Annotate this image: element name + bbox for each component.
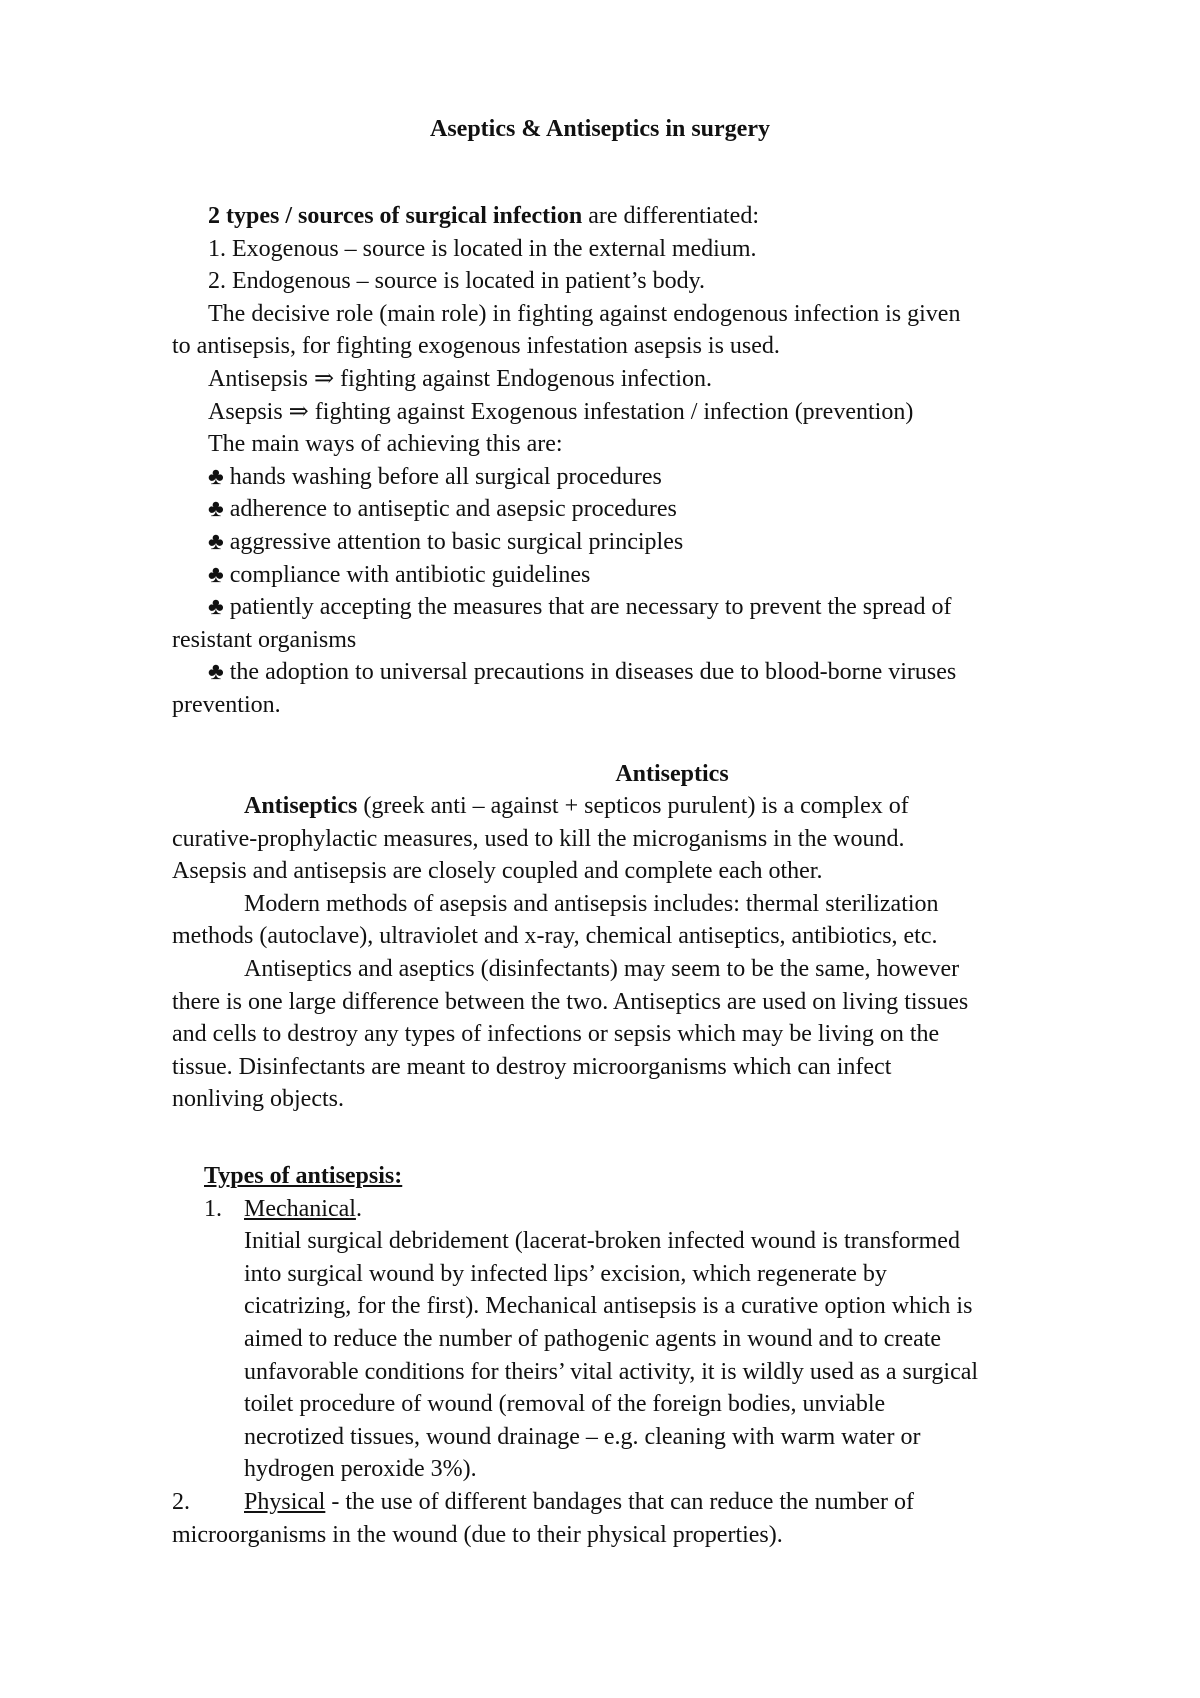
physical-number: 2.: [172, 1488, 190, 1515]
bullet-5-line-1: ♣ patiently accepting the measures that are necessary to prevent the spread of: [208, 594, 952, 621]
decisive-line-2: to antisepsis, for fighting exogenous infestation asepsis is used.: [172, 333, 780, 360]
bullet-item: ♣ compliance with antibiotic guidelines: [208, 561, 591, 588]
mechanical-description: [172, 1225, 1132, 1486]
intro-lead: [172, 200, 1132, 233]
types-section: [172, 1160, 1132, 1551]
antisepsis-line: Antisepsis ⇒ fighting against Endogenous infection.: [208, 365, 713, 392]
mechanical-line: cicatrizing, for the first). Mechanical antisepsis is a curative option which is: [244, 1293, 973, 1320]
mechanical-line: unfavorable conditions for theirs’ vital activity, it is wildly used as a surgical: [244, 1358, 979, 1385]
definition-term: Antiseptics: [244, 793, 358, 819]
mechanical-line: into surgical wound by infected lips’ excision, which regenerate by: [244, 1260, 887, 1287]
bullet-5-line-2: resistant organisms: [172, 626, 357, 653]
intro-section: [172, 200, 1132, 722]
modern-line-1: Modern methods of asepsis and antisepsis includes: thermal sterilization: [244, 890, 939, 917]
difference-line-4: tissue. Disinfectants are meant to destroy microorganisms which can infect: [172, 1053, 892, 1080]
definition-line-3: Asepsis and antisepsis are closely coupled and complete each other.: [172, 858, 823, 885]
bullet-6-line-1: ♣ the adoption to universal precautions in diseases due to blood-borne viruses: [208, 659, 957, 686]
types-heading: Types of antisepsis:: [204, 1163, 403, 1189]
mechanical-line: toilet procedure of wound (removal of the foreign bodies, unviable: [244, 1391, 886, 1418]
difference-line-5: nonliving objects.: [172, 1086, 344, 1113]
mechanical-line: Initial surgical debridement (lacerat-broken infected wound is transformed: [244, 1228, 960, 1255]
physical-rest: - the use of different bandages that can reduce the number of: [325, 1488, 914, 1515]
bullet-6-line-2: prevention.: [172, 691, 281, 718]
modern-line-2: methods (autoclave), ultraviolet and x-ray, chemical antiseptics, antibiotics, etc.: [172, 923, 938, 950]
definition-rest: (greek anti – against + septicos purulent) is a complex of: [357, 793, 909, 819]
mechanical-label: Mechanical: [244, 1195, 356, 1222]
intro-item-2: 2. Endogenous – source is located in patient’s body.: [208, 268, 706, 295]
difference-line-3: and cells to destroy any types of infections or sepsis which may be living on the: [172, 1021, 940, 1048]
definition-line-1: [172, 790, 1132, 823]
intro-lead-bold: 2 types / sources of surgical infection: [208, 203, 583, 229]
physical-item: [172, 1486, 1132, 1519]
mechanical-number: 1.: [204, 1195, 222, 1222]
mechanical-line: necrotized tissues, wound drainage – e.g. cleaning with warm water or: [244, 1423, 921, 1450]
main-ways-line: The main ways of achieving this are:: [208, 431, 563, 458]
bullet-item: ♣ aggressive attention to basic surgical principles: [208, 528, 684, 555]
definition-line-2: curative-prophylactic measures, used to kill the microganisms in the wound.: [172, 825, 905, 852]
intro-item-1: 1. Exogenous – source is located in the external medium.: [208, 235, 757, 262]
document-title: Aseptics & Antiseptics in surgery: [430, 116, 770, 142]
bullet-item: ♣ hands washing before all surgical procedures: [208, 463, 662, 490]
mechanical-line: aimed to reduce the number of pathogenic agents in wound and to create: [244, 1325, 942, 1352]
difference-line-1: Antiseptics and aseptics (disinfectants) may seem to be the same, however: [244, 955, 960, 982]
decisive-line-1: The decisive role (main role) in fighting against endogenous infection is given: [208, 300, 961, 327]
mechanical-item: [172, 1193, 1132, 1226]
mechanical-line: hydrogen peroxide 3%).: [244, 1456, 477, 1483]
physical-line-2: microorganisms in the wound (due to their physical properties).: [172, 1521, 783, 1548]
antiseptics-heading: Antiseptics: [615, 761, 729, 787]
physical-label: Physical: [244, 1488, 326, 1515]
mechanical-dot: .: [355, 1195, 362, 1222]
difference-line-2: there is one large difference between the two. Antiseptics are used on living tissues: [172, 988, 969, 1015]
intro-lead-rest: are differentiated:: [582, 203, 759, 229]
bullet-item: ♣ adherence to antiseptic and asepsic procedures: [208, 496, 677, 523]
physical-text: [244, 1486, 914, 1519]
antiseptics-section: [172, 790, 1132, 1116]
asepsis-line: Asepsis ⇒ fighting against Exogenous infestation / infection (prevention): [208, 398, 914, 425]
